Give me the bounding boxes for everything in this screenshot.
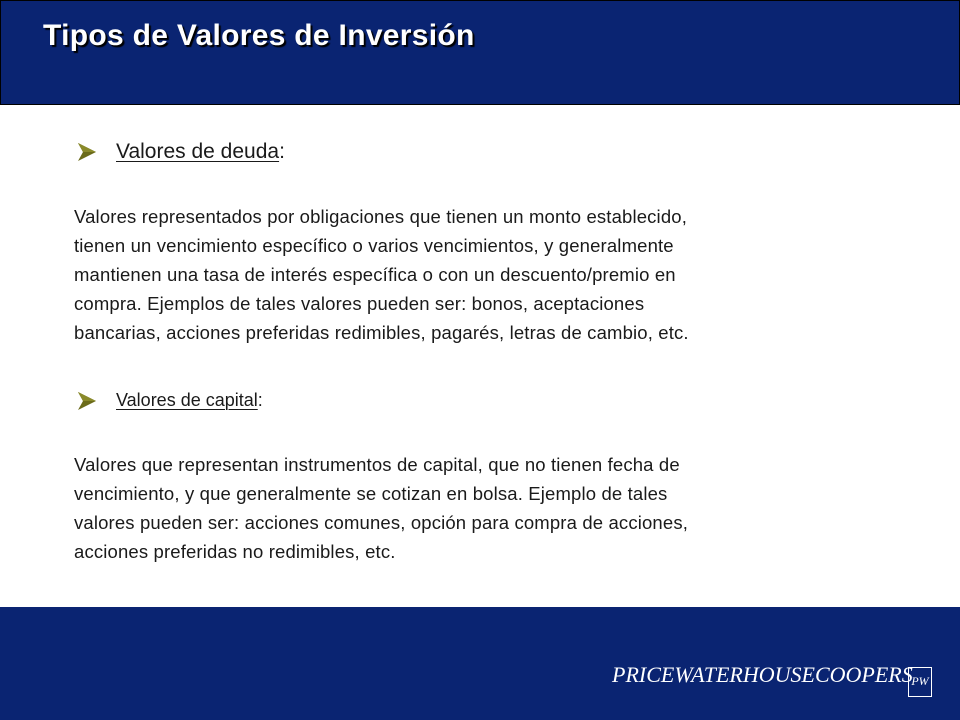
paragraph-line: Valores que representan instrumentos de capital, que no tienen fecha de [74,454,680,475]
slide-content [0,104,960,607]
arrowhead-bullet-icon [76,142,98,162]
paragraph-line: bancarias, acciones preferidas redimibles, pagarés, letras de cambio, etc. [74,322,689,343]
paragraph-debt-securities [74,202,884,347]
heading-colon: : [257,390,263,410]
company-logo-mark: PW [908,667,932,697]
bullet-debt-securities [76,140,285,164]
company-logo: PRICEWATERHOUSECOOPERS [612,662,913,687]
paragraph-line: tienen un vencimiento específico o varios vencimientos, y generalmente [74,235,674,256]
paragraph-line: Valores representados por obligaciones que tienen un monto establecido, [74,206,687,227]
paragraph-equity-securities [74,450,884,566]
heading-debt-securities: Valores de deuda [116,140,280,163]
paragraph-line: vencimiento, y que generalmente se cotizan en bolsa. Ejemplo de tales [74,483,668,504]
paragraph-line: acciones preferidas no redimibles, etc. [74,541,396,562]
heading-colon: : [279,140,285,163]
heading-equity-securities: Valores de capital [116,390,258,410]
title-bar [0,0,960,105]
slide-title: Tipos de Valores de Inversión [43,19,475,52]
paragraph-line: valores pueden ser: acciones comunes, opción para compra de acciones, [74,512,689,533]
arrowhead-bullet-icon [76,391,98,411]
paragraph-line: compra. Ejemplos de tales valores pueden ser: bonos, aceptaciones [74,293,645,314]
paragraph-line: mantienen una tasa de interés específica o con un descuento/premio en [74,264,676,285]
bullet-equity-securities [76,390,263,411]
